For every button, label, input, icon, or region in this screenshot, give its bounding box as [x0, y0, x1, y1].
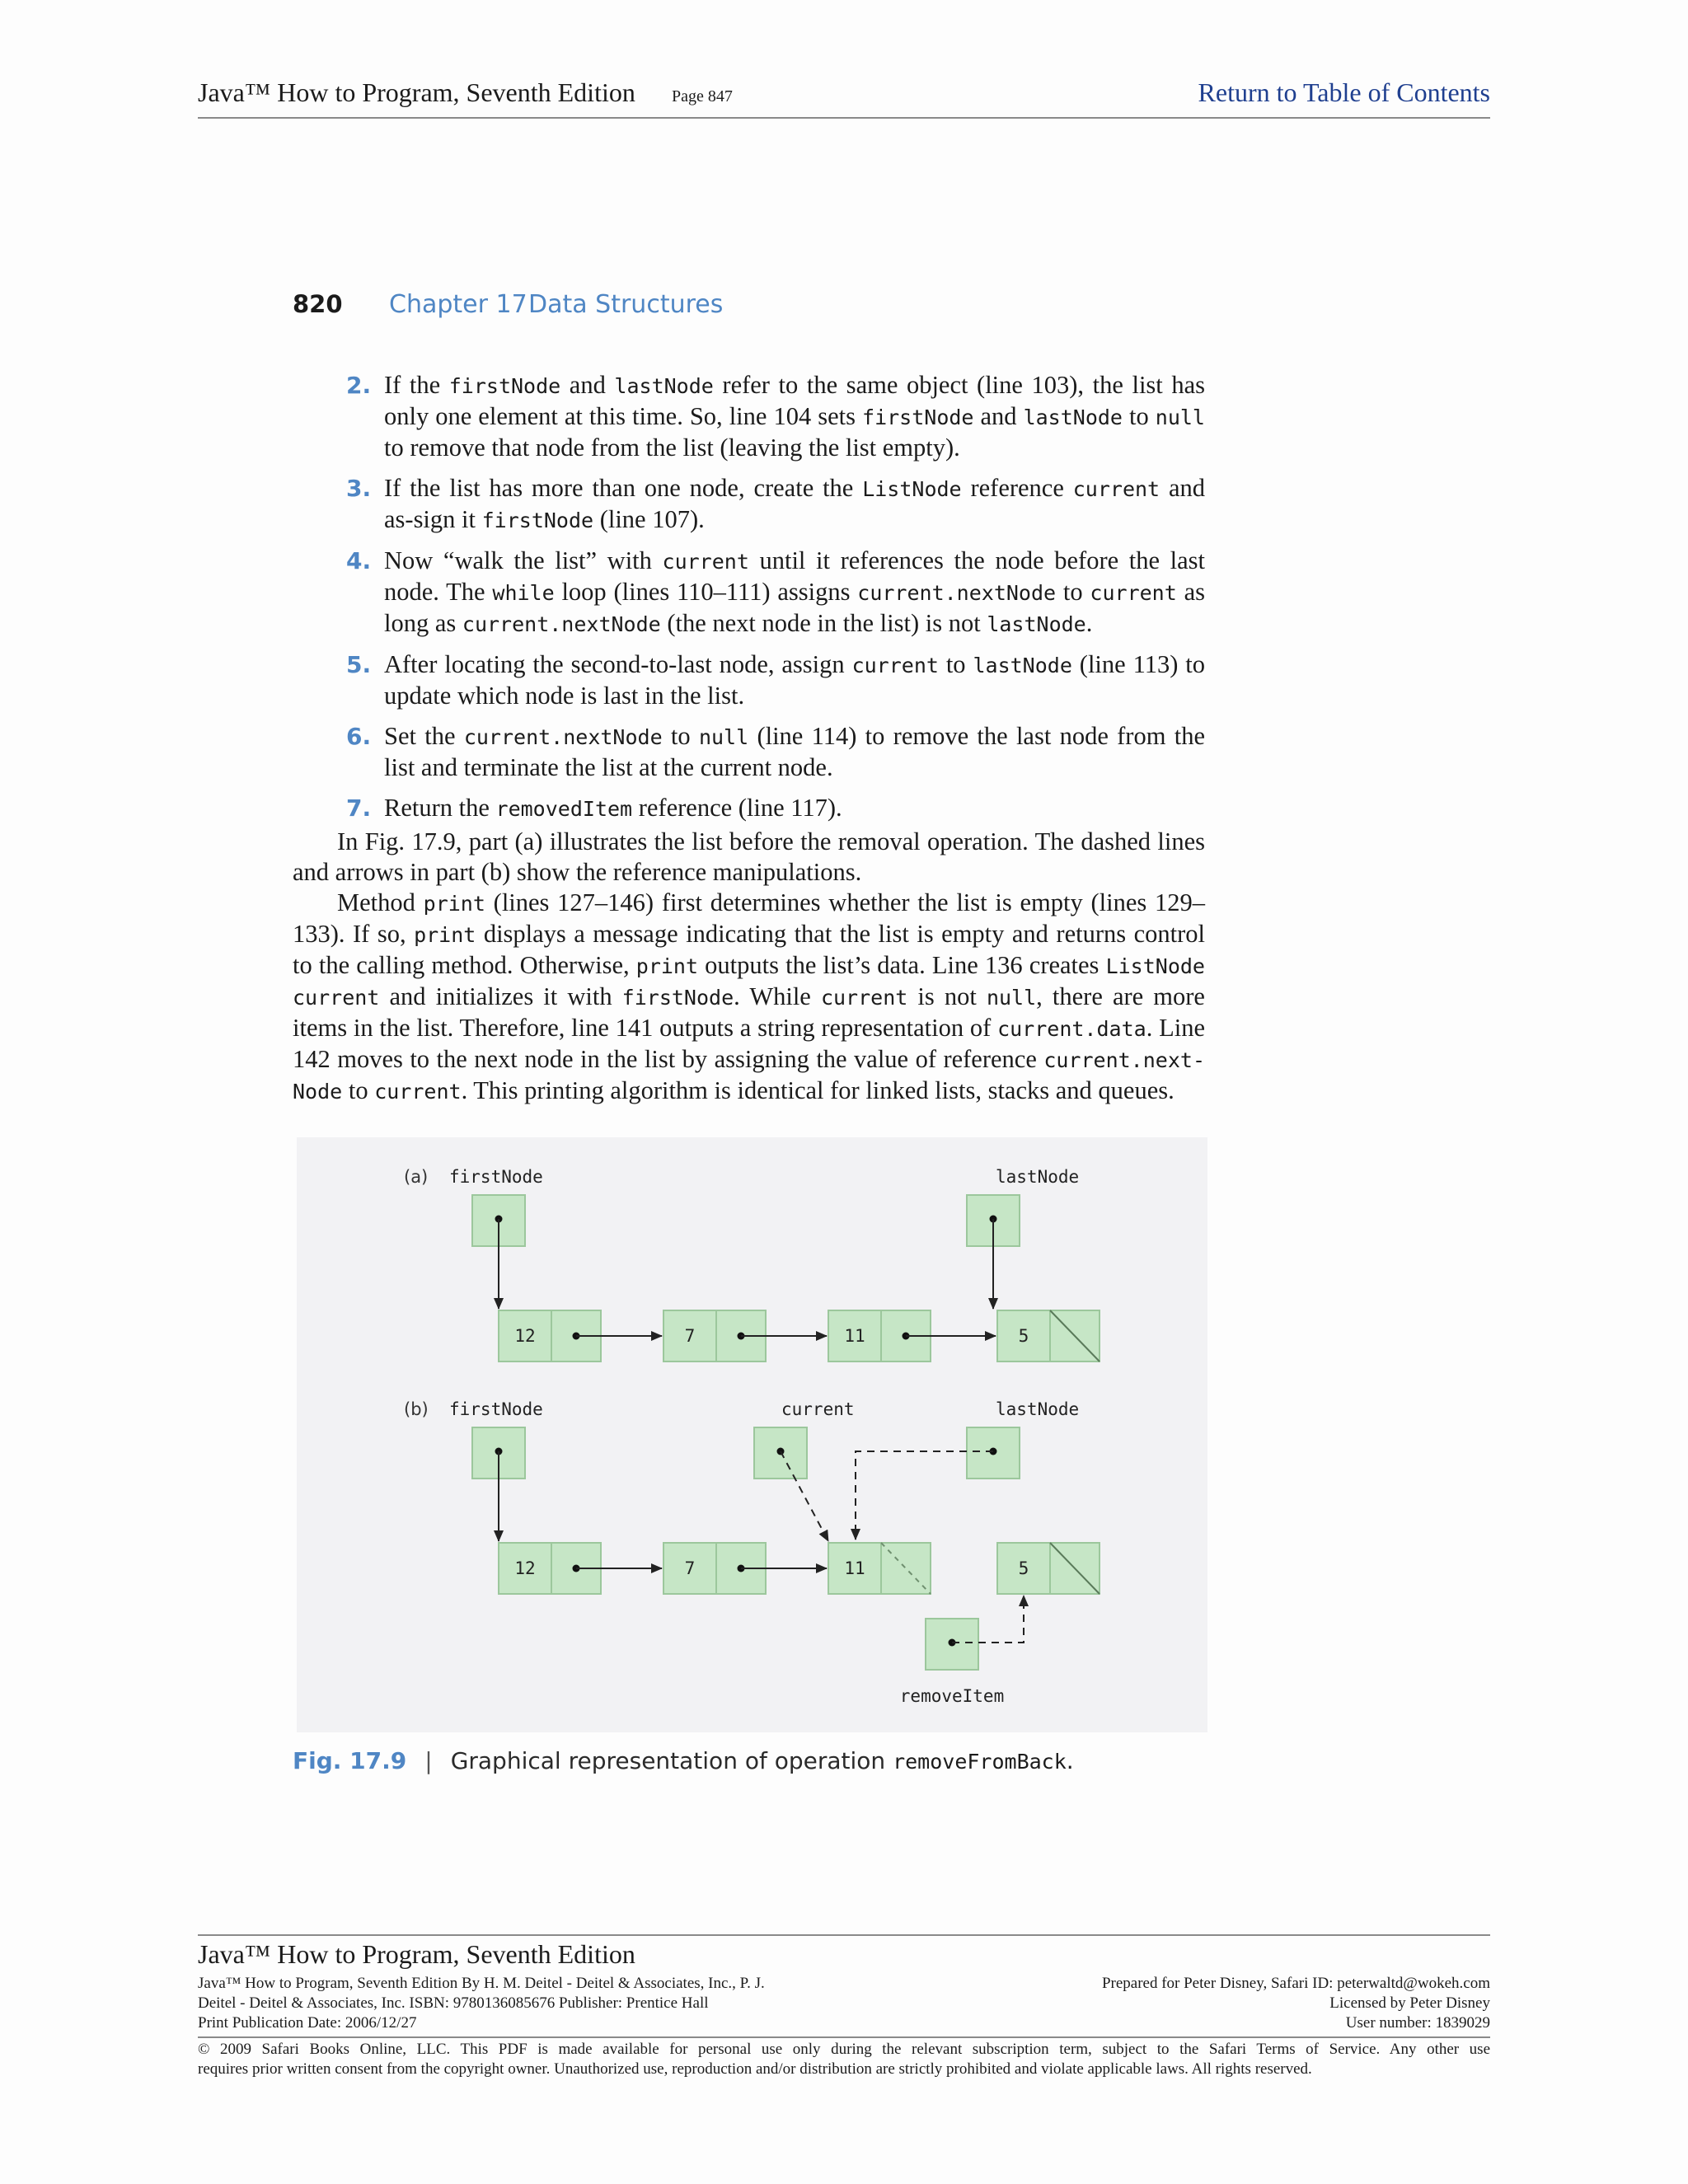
- footer-publication-info: [198, 1974, 940, 2033]
- chapter-label: Chapter 17: [389, 290, 528, 319]
- step-item: [346, 473, 1205, 536]
- text-run: to remove that node from the list (leaving the list empty).: [384, 434, 960, 462]
- list-node-a-3-value: 11: [844, 1326, 865, 1346]
- footer-legal-line: requires prior written consent from the copyright owner. Unauthorized use, reproduction and/or distribution are strictly prohibited and violate applicable laws. All rights reserved.: [198, 2060, 1312, 2078]
- inline-code: ListNode: [862, 477, 962, 501]
- inline-code: firstNode: [862, 405, 974, 429]
- safari-footer: [198, 1934, 1490, 2078]
- current-label-b: current: [781, 1399, 855, 1419]
- caption-separator: |: [424, 1747, 433, 1774]
- inline-code: lastNode: [987, 612, 1086, 636]
- inline-code: current.nextNode: [857, 581, 1057, 605]
- inline-code: current: [851, 654, 939, 677]
- step-number: 2.: [346, 372, 372, 399]
- text-run: In Fig. 17.9, part (a) illustrates the list before the removal operation. The dashed lines and arrows in part (b) show the reference manipulations.: [293, 827, 1205, 886]
- inline-code: current: [1090, 581, 1177, 605]
- inline-code: null: [986, 986, 1037, 1010]
- list-node-a-2-value: 7: [684, 1326, 696, 1346]
- text-run: refer to the same object (line 103), the list has only one element at this time. So, line 104 sets: [384, 371, 1206, 430]
- page-number: 820: [293, 290, 343, 318]
- inline-code: current: [374, 1080, 462, 1104]
- first-node-label-b: firstNode: [449, 1399, 543, 1419]
- text-run: until it references the node before the last node. The: [384, 546, 1205, 606]
- step-number: 7.: [346, 794, 372, 822]
- text-run: reference (line 117).: [632, 794, 842, 822]
- inline-code: null: [698, 725, 749, 749]
- footer-left-line: Deitel - Deitel & Associates, Inc. ISBN: 9780136085676 Publisher: Prentice Hall: [198, 1994, 709, 2012]
- body-text: [293, 827, 1205, 1107]
- figure-caption: [293, 1747, 1205, 1783]
- linked-list-diagram: [297, 1137, 1207, 1732]
- step-item: [346, 721, 1205, 783]
- text-run: . This printing algorithm is identical for linked lists, stacks and queues.: [461, 1076, 1175, 1104]
- chapter-title: Data Structures: [528, 290, 724, 319]
- inline-code: current: [820, 986, 908, 1010]
- body-paragraph: [293, 827, 1205, 888]
- inline-code: current.data: [997, 1017, 1146, 1041]
- figure-number: Fig. 17.9: [293, 1747, 407, 1774]
- text-run: , there are more items in the list. Therefore, line 141 outputs a string representation of: [293, 982, 1205, 1042]
- step-number: 4.: [346, 547, 372, 574]
- text-run: If the list has more than one node, create the: [384, 474, 863, 502]
- step-number: 5.: [346, 651, 372, 678]
- footer-right-line: User number: 1839029: [1345, 2014, 1490, 2032]
- text-run: to: [938, 650, 973, 678]
- first-node-label-a: firstNode: [449, 1167, 543, 1187]
- caption-text: Graphical representation of operation: [450, 1747, 893, 1774]
- footer-left-line: Java™ How to Program, Seventh Edition By H. M. Deitel - Deitel & Associates, Inc., P. J.: [198, 1975, 765, 1992]
- footer-divider: [198, 2036, 1490, 2038]
- inline-code: removedItem: [495, 797, 633, 821]
- text-run: . Line 142 moves to the next node in the list by assigning the value of reference: [293, 1014, 1205, 1073]
- list-node-b-4-value: 5: [1018, 1558, 1029, 1578]
- figure-panel: [297, 1137, 1207, 1732]
- table-of-contents-link[interactable]: Return to Table of Contents: [1198, 77, 1490, 107]
- numbered-steps: [346, 370, 1205, 834]
- text-run: .: [1085, 609, 1093, 637]
- list-node-a-1-value: 12: [514, 1326, 536, 1346]
- text-run: to: [662, 722, 699, 750]
- footer-right-line: Licensed by Peter Disney: [1329, 1994, 1490, 2012]
- inline-code: print: [414, 923, 476, 947]
- list-node-a-4-value: 5: [1018, 1326, 1029, 1346]
- text-run: to: [1056, 578, 1090, 606]
- step-number: 3.: [346, 475, 372, 502]
- inline-code: lastNode: [614, 374, 714, 398]
- step-item: [346, 370, 1205, 463]
- inline-code: while: [492, 581, 555, 605]
- caption-end: .: [1066, 1747, 1074, 1774]
- text-run: to: [1123, 402, 1156, 430]
- footer-left-line: Print Publication Date: 2006/12/27: [198, 2014, 417, 2032]
- book-title: Java™ How to Program, Seventh Edition: [198, 77, 635, 107]
- body-paragraph: [293, 888, 1205, 1107]
- inline-code: firstNode: [448, 374, 561, 398]
- text-run: (the next node in the list) is not: [660, 609, 987, 637]
- inline-code: lastNode: [1023, 405, 1123, 429]
- list-node-b-3-value: 11: [844, 1558, 865, 1578]
- inline-code: firstNode: [621, 986, 734, 1010]
- text-run: If the: [384, 371, 449, 399]
- text-run: Set the: [384, 722, 464, 750]
- inline-code: current: [1072, 477, 1160, 501]
- text-run: and: [973, 402, 1024, 430]
- text-run: (lines 127–146) first determines whether the list is empty (lines 129–133). If so,: [293, 888, 1205, 948]
- footer-legal-line: © 2009 Safari Books Online, LLC. This PDF is made available for personal use only during the relevant subscription term, subject to the Safari Terms of Service. Any other use: [198, 2041, 1490, 2058]
- safari-header: [198, 76, 1490, 119]
- text-run: displays a message indicating that the list is empty and returns control to the calling method. Otherwise,: [293, 920, 1205, 979]
- text-run: Now “walk the list” with: [384, 546, 663, 574]
- inline-code: print: [635, 954, 699, 978]
- inline-code: lastNode: [973, 654, 1072, 677]
- caption-code: removeFromBack: [893, 1750, 1067, 1774]
- text-run: (line 113) to update which node is last in the list.: [384, 650, 1206, 710]
- text-run: reference: [961, 474, 1073, 502]
- inline-code: current.next-Node: [293, 1048, 1205, 1104]
- running-head: [293, 288, 1282, 325]
- step-item: [346, 546, 1205, 640]
- inline-code: print: [423, 892, 485, 916]
- text-run: and initializes it with: [379, 982, 622, 1010]
- step-number: 6.: [346, 723, 372, 750]
- page-label: Page 847: [672, 87, 733, 105]
- remove-item-label-b: removeItem: [899, 1686, 1005, 1706]
- inline-code: ListNode: [1105, 954, 1205, 978]
- text-run: as long as: [384, 578, 1205, 637]
- inline-code: current.nextNode: [463, 725, 663, 749]
- text-run: and: [560, 371, 615, 399]
- list-node-b-2-value: 7: [684, 1558, 696, 1578]
- text-run: loop (lines 110–111) assigns: [554, 578, 858, 606]
- text-run: is not: [907, 982, 987, 1010]
- footer-book-title: Java™ How to Program, Seventh Edition: [198, 1939, 635, 1969]
- text-run: outputs the list’s data. Line 136 creates: [698, 951, 1106, 979]
- inline-code: current: [662, 550, 749, 574]
- inline-code: firstNode: [481, 509, 594, 532]
- list-node-b-1-value: 12: [514, 1558, 536, 1578]
- footer-right-line: Prepared for Peter Disney, Safari ID: peterwaltd@wokeh.com: [1101, 1975, 1490, 1992]
- text-run: and as-sign it: [384, 474, 1205, 533]
- inline-code: current: [293, 986, 380, 1010]
- footer-license-info: [913, 1974, 1490, 2033]
- step-item: [346, 649, 1205, 711]
- text-run: (line 114) to remove the last node from the list and terminate the list at the current node.: [384, 722, 1205, 781]
- last-node-label-a: lastNode: [996, 1167, 1080, 1187]
- text-run: Return the: [384, 794, 496, 822]
- text-run: After locating the second-to-last node, assign: [384, 650, 852, 678]
- text-run: to: [342, 1076, 375, 1104]
- text-run: . While: [734, 982, 821, 1010]
- inline-code: null: [1155, 405, 1205, 429]
- step-item: [346, 793, 1205, 824]
- inline-code: current.nextNode: [462, 612, 661, 636]
- last-node-label-b: lastNode: [996, 1399, 1080, 1419]
- text-run: Method: [337, 888, 424, 916]
- text-run: (line 107).: [593, 505, 705, 533]
- part-b-label: (b): [404, 1399, 429, 1419]
- part-a-label: (a): [404, 1167, 429, 1187]
